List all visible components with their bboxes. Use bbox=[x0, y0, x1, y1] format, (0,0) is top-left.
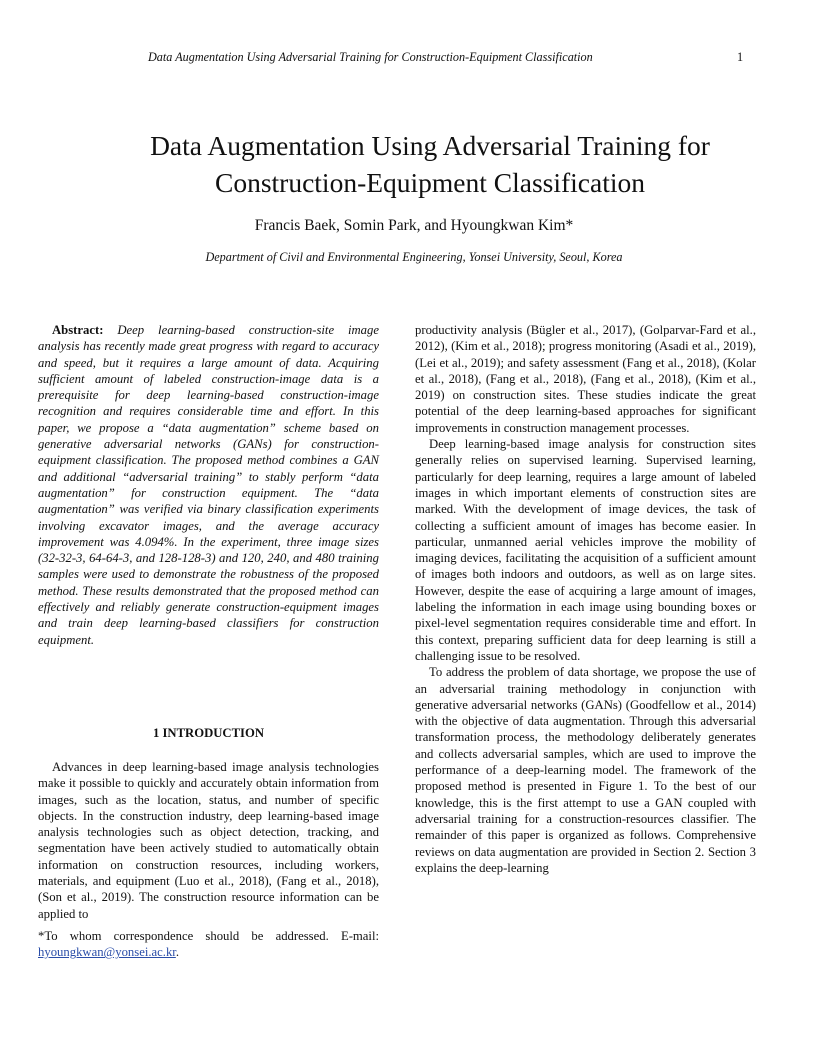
title-line-2: Construction-Equipment Classification bbox=[214, 167, 645, 198]
abstract-label: Abstract: bbox=[52, 323, 104, 337]
footnote-text: *To whom correspondence should be addressed. E-mail: bbox=[38, 929, 379, 943]
running-title: Data Augmentation Using Adversarial Training for Construction-Equipment Classification bbox=[148, 50, 593, 64]
intro-paragraph: Advances in deep learning-based image analysis technologies make it possible to quickly and accurately obtain information from images, such as the location, status, and number of specific objects. In the construction industry, deep learning-based image analysis technologies such as object detection, tracking, and segmentation have been actively studied to automatically obtain information on construction resources, including workers, materials, and equipment (Luo et al., 2018), (Fang et al., 2018), (Son et al., 2019). The construction resource information can be applied to bbox=[38, 760, 379, 921]
abstract-paragraph bbox=[38, 322, 379, 648]
affiliation: Department of Civil and Environmental Engineering, Yonsei University, Seoul, Korea bbox=[205, 250, 623, 264]
author-list: Francis Baek, Somin Park, and Hyoungkwan Kim* bbox=[254, 217, 574, 234]
body-paragraph-1: productivity analysis (Bügler et al., 2017), (Golparvar-Fard et al., 2012), (Kim et al., 2018); progress monitoring (Asadi et al., 2019), (Lei et al., 2019); and safety assessment (Fang et al., 2018), (Kolar et al., 2018), (Fang et al., 2018), (Fang et al., 2018), (Kim et al., 2019) on construction sites. These studies indicate the great potential of the deep learning-based approaches for significant improvements in construction management processes. bbox=[415, 323, 756, 435]
paper-title bbox=[60, 127, 800, 201]
email-link[interactable]: hyoungkwan@yonsei.ac.kr bbox=[38, 945, 176, 960]
footnote bbox=[38, 928, 379, 961]
abstract-text: Deep learning-based construction-site image analysis has recently made great progress with regard to accuracy and speed, but it requires a large amount of data. Acquiring sufficient amount of labeled construction-image data is a prerequisite for deep learning-based construction-image recognition and requires considerable time and effort. In this paper, we propose a “data augmentation” scheme based on generative adversarial networks (GANs) for construction-equipment classification. The proposed method combines a GAN and additional “adversarial training” to stably perform “data augmentation” for construction equipment. The “data augmentation” was verified via binary classification experiments involving excavator images, and the average accuracy improvement was 4.094%. In the experiment, three image sizes (32-32-3, 64-64-3, and 128-128-3) and 120, 240, and 480 training samples were used to demonstrate the robustness of the proposed method. These results demonstrated that the proposed method can effectively and reliably generate construction-equipment images and train deep learning-based classifiers for construction equipment. bbox=[38, 323, 379, 647]
right-column bbox=[415, 322, 756, 876]
body-paragraph-3: To address the problem of data shortage, we propose the use of an adversarial training methodology in conjunction with generative adversarial networks (GANs) (Goodfellow et al., 2014) with the objective of data augmentation. Through this adversarial transformation process, the methodology deliberately generates and collects adversarial samples, which are used to improve the performance of a deep-learning model. The framework of the proposed method is presented in Figure 1. To the best of our knowledge, this is the first attempt to use a GAN coupled with adversarial training for a construction-resources classifier. The remainder of this paper is organized as follows. Comprehensive reviews on data augmentation are provided in Section 2. Section 3 explains the deep-learning bbox=[415, 665, 756, 875]
abstract-block bbox=[38, 322, 379, 648]
page-number: 1 bbox=[737, 50, 744, 64]
footnote-end: . bbox=[175, 945, 179, 960]
body-paragraph-2: Deep learning-based image analysis for construction sites generally relies on supervised learning. Supervised learning, particularly for deep learning, requires a large amount of labeled images in which important elements of construction sites are marked. With the development of image devices, the task of collecting a sufficient amount of images has become easier. In particular, unmanned aerial vehicles improve the mobility of imaging devices, facilitating the acquisition of a sufficient amount of images both indoors and outdoors, as well as on large sites. However, despite the ease of acquiring a large amount of images, labeling the information in each image using bounding boxes or pixel-level segmentation requires considerable time and effort. In this context, preparing sufficient data for deep learning is still a challenging issue to be resolved. bbox=[415, 437, 756, 663]
title-line-1: Data Augmentation Using Adversarial Training for bbox=[150, 130, 710, 161]
intro-block bbox=[38, 759, 379, 922]
section-heading: 1 INTRODUCTION bbox=[152, 726, 265, 740]
